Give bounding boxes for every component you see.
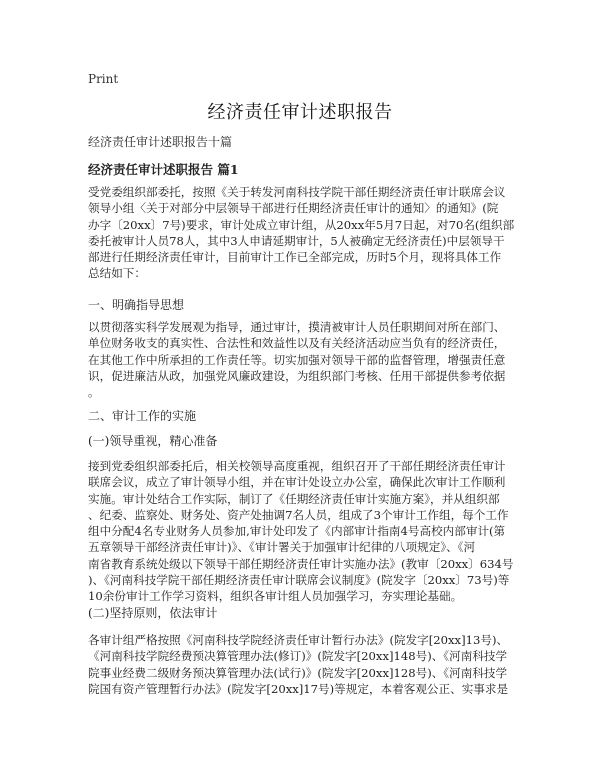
paragraph-line: 委托被审计人员78人，其中3人申请延期审计，5人被确定无经济责任)中层领导干 — [88, 233, 505, 248]
paragraph-line: 五章领导干部经济责任审计)》、《审计署关于加强审计纪律的八项规定》、《河 — [88, 540, 476, 555]
paragraph-line: 识，促进廉洁从政，加强党风廉政建设，为组织部门考核、任用干部提供参考依据 — [88, 368, 506, 383]
paragraph-line: 单位财务收支的真实性、合法性和效益性以及有关经济活动应当负有的经济责任， — [88, 336, 506, 351]
paragraph-line: 10余份审计工作学习资料，组织各审计组人员加强学习，夯实理论基础。 — [88, 589, 463, 604]
paragraph-intro — [88, 184, 524, 282]
paragraph-line: 总结如下： — [88, 266, 146, 281]
paragraph-line: 部进行任期经济责任审计，目前审计工作已全部完成，历时5个月，现将具体工作 — [88, 250, 502, 265]
paragraph-principles — [88, 632, 524, 697]
paragraph-line: 在其他工作中所承担的工作责任等。切实加强对领导干部的监督管理，增强责任意 — [88, 352, 506, 367]
paragraph-line: 联席会议，成立了审计领导小组，并在审计处设立办公室，确保此次审计工作顺利 — [88, 475, 506, 490]
paragraph-line: 接到党委组织部委托后，相关校领导高度重视，组织召开了干部任期经济责任审计 — [88, 459, 506, 473]
paragraph-line: 受党委组织部委托，按照《关于转发河南科技学院干部任期经济责任审计联席会议 — [88, 185, 506, 199]
page-title: 经济责任审计述职报告 — [207, 102, 393, 123]
heading-guiding-ideology: 一、明确指导思想 — [88, 298, 185, 312]
paragraph-line: 《河南科技学院经费预决算管理办法(修订)》(院发字[20xx]148号)、《河南科技学 — [88, 649, 508, 664]
paragraph-line: 南省教育系统处级以下领导干部任期经济责任审计实施办法》(教审〔20xx〕634号 — [88, 556, 514, 571]
print-label: Print — [88, 72, 119, 86]
heading-principles: (二)坚持原则，依法审计 — [88, 606, 218, 620]
paragraph-line: 办字〔20xx〕7号)要求，审计处成立审计组，从20xx年5月7日起，对70名(组织部 — [88, 217, 515, 232]
paragraph-guiding-ideology — [88, 319, 524, 400]
paragraph-line: 。 — [88, 385, 100, 400]
paragraph-line: )、《河南科技学院干部任期经济责任审计联席会议制度》(院发字〔20xx〕73号)等 — [88, 573, 510, 588]
paragraph-line: 领导小组〈关于对部分中层领导干部进行任期经济责任审计的通知〉的通知》(院 — [88, 201, 499, 216]
heading-audit-implementation: 二、审计工作的实施 — [88, 409, 197, 423]
heading-leadership-preparation: (一)领导重视，精心准备 — [88, 434, 218, 448]
paragraph-line: 、纪委、监察处、财务处、资产处抽调7名人员，组成了3个审计工作组，每个工作 — [88, 507, 509, 522]
paragraph-line: 院国有资产管理暂行办法》(院发字[20xx]17号)等规定，本着客观公正、实事求是 — [88, 681, 509, 696]
section-title: 经济责任审计述职报告 篇1 — [88, 162, 239, 177]
paragraph-line: 实施。审计处结合工作实际，制订了《任期经济责任审计实施方案》，并从组织部 — [88, 491, 500, 506]
paragraph-line: 各审计组严格按照《河南科技学院经济责任审计暂行办法》(院发字[20xx]13号)、 — [88, 633, 509, 647]
document-subtitle: 经济责任审计述职报告十篇 — [88, 135, 233, 149]
paragraph-leadership-preparation — [88, 458, 524, 605]
paragraph-line: 院事业经费二级财务预决算管理办法(试行)》(院发字[20xx]128号)、《河南科技学 — [88, 665, 508, 680]
paragraph-line: 组中分配4名专业财务人员参加,审计处印发了《内部审计指南4号高校内部审计(第 — [88, 524, 506, 539]
paragraph-line: 以贯彻落实科学发展观为指导，通过审计，摸清被审计人员任职期间对所在部门、 — [88, 320, 506, 334]
